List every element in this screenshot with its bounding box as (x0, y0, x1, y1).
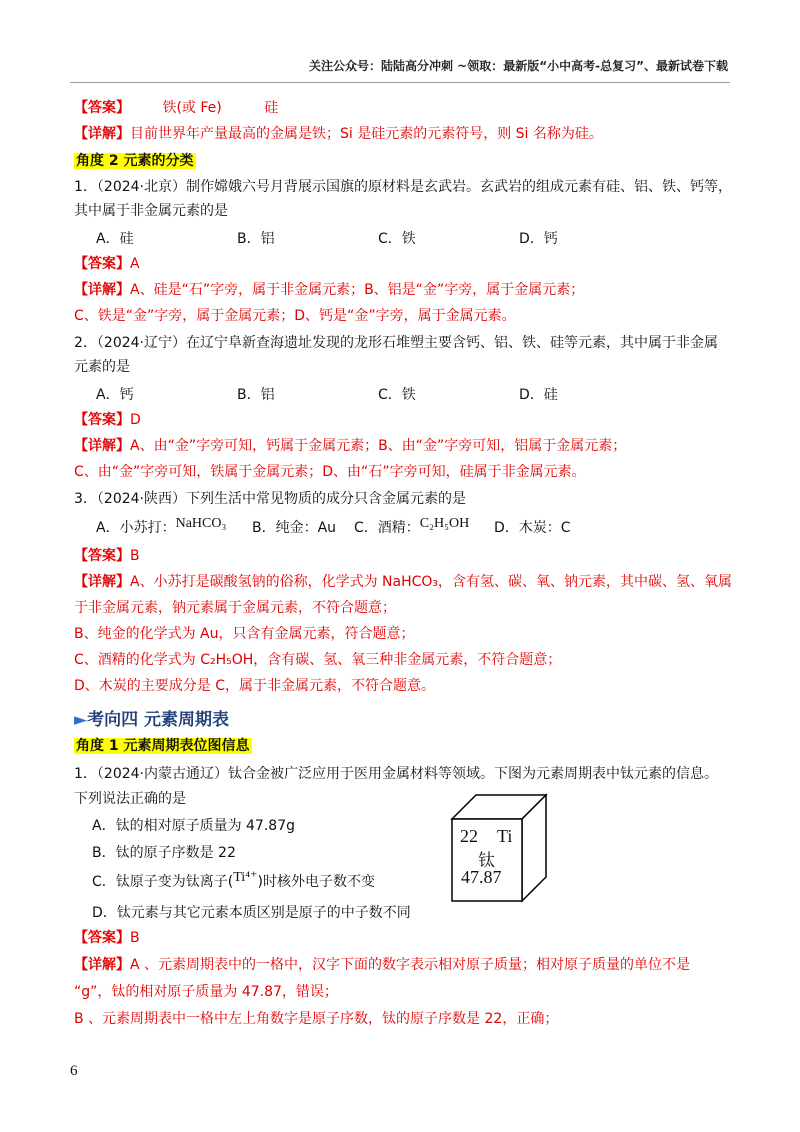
detail-text: 目前世界年产量最高的金属是铁；Si 是硅元素的元素符号，则 Si 名称为硅。 (130, 126, 603, 142)
q2-detail-text-1: A、由“金”字旁可知，钙属于金属元素；B、由“金”字旁可知，铝属于金属元素； (130, 438, 627, 454)
q3-detail-text-1: A、小苏打是碳酸氢钠的俗称，化学式为 NaHCO₃，含有氢、碳、氧、钠元素，其中碳、氢、氧属 (130, 574, 733, 590)
q4-option-c-pre: C．钛原子变为钛离子( (92, 874, 234, 890)
q2-option-b: B．铝 (237, 387, 275, 403)
page-header: 关注公众号：陆陆高分冲刺 ~领取：最新版“小中高考-总复习”、最新试卷下载 (309, 59, 728, 73)
answer-text: 铁(或 Fe) (162, 100, 222, 116)
q3-answer: B (130, 548, 140, 564)
q1-detail-2: C、铁是“金”字旁，属于金属元素；D、钙是“金”字旁，属于金属元素。 (74, 308, 516, 324)
answer-line-a (74, 98, 278, 118)
q2-stem-1: 2．（2024·辽宁）在辽宁阜新查海遗址发现的龙形石堆塑主要含钙、铝、铁、硅等元素，其中属于非金属 (74, 335, 718, 351)
q1-option-b: B．铝 (237, 231, 275, 247)
q3-formula-nahco3: NaHCO₃ (175, 516, 227, 531)
q1-stem-2: 其中属于非金属元素的是 (74, 203, 228, 219)
q4-option-d: D．钛元素与其它元素本质区别是原子的中子数不同 (92, 905, 411, 921)
triangle-icon: ► (74, 710, 88, 730)
element-card-frame (445, 788, 555, 913)
section-heading-1 (74, 736, 252, 756)
q4-detail-1 (74, 955, 690, 975)
header-rule (70, 82, 730, 83)
detail-tag: 【详解】 (74, 282, 130, 298)
q3-option-c-label: C．酒精： (354, 520, 420, 536)
element-number: 22 (460, 826, 478, 846)
q4-stem-2: 下列说法正确的是 (74, 791, 186, 807)
q3-option-a (96, 517, 226, 537)
detail-tag: 【详解】 (74, 438, 130, 454)
answer-tag: 【答案】 (74, 412, 130, 428)
answer-tag: 【答案】 (74, 256, 130, 272)
q1-detail-text-1: A、硅是“石”字旁，属于非金属元素；B、铝是“金”字旁，属于金属元素； (130, 282, 585, 298)
detail-line-a (74, 124, 603, 144)
detail-tag: 【详解】 (74, 574, 130, 590)
q4-answer: B (130, 930, 140, 946)
q4-ion-formula: Ti⁴⁺ (233, 870, 258, 885)
page-number: 6 (70, 1063, 78, 1079)
q1-option-d: D．钙 (519, 231, 558, 247)
q3-detail-5: D、木炭的主要成分是 C，属于非金属元素，不符合题意。 (74, 678, 436, 694)
q4-option-c-post: )时核外电子数不变 (257, 874, 375, 890)
q4-answer-line (74, 928, 140, 948)
q1-option-c: C．铁 (378, 231, 416, 247)
q4-stem-1: 1．（2024·内蒙古通辽）钛合金被广泛应用于医用金属材料等领域。下图为元素周期表中钛元素的信息。 (74, 766, 718, 782)
detail-tag: 【详解】 (74, 126, 130, 142)
topic-heading (74, 705, 229, 730)
answer-tag: 【答案】 (74, 930, 130, 946)
q1-stem-1: 1．（2024·北京）制作嫦娥六号月背展示国旗的原材料是玄武岩。玄武岩的组成元素有硅、铝、铁、钙等， (74, 179, 732, 195)
q3-option-a-label: A．小苏打： (96, 520, 176, 536)
q2-option-d: D．硅 (519, 387, 558, 403)
q3-detail-4: C、酒精的化学式为 C₂H₅OH，含有碳、氢、氧三种非金属元素，不符合题意； (74, 652, 562, 668)
section-label: 角度 1 元素周期表位图信息 (76, 738, 250, 754)
q2-stem-2: 元素的是 (74, 359, 130, 375)
q3-detail-3: B、纯金的化学式为 Au，只含有金属元素，符合题意； (74, 626, 415, 642)
q1-answer-line (74, 254, 140, 274)
answer-text-2: 硅 (264, 100, 279, 116)
q4-detail-text-1: A 、元素周期表中的一格中，汉字下面的数字表示相对原子质量；相对原子质量的单位不是 (130, 957, 691, 973)
q2-answer-line (74, 410, 141, 430)
q1-option-a: A．硅 (96, 231, 134, 247)
q2-answer: D (130, 412, 141, 428)
topic-label: 考向四 元素周期表 (87, 710, 229, 730)
q4-option-c (92, 871, 375, 891)
q4-detail-3: B 、元素周期表中一格中左上角数字是原子序数，钛的原子序数是 22，正确； (74, 1011, 559, 1027)
q4-option-a: A．钛的相对原子质量为 47.87g (92, 818, 295, 834)
section-heading-2 (74, 151, 196, 171)
q1-answer: A (130, 256, 140, 272)
detail-tag: 【详解】 (74, 957, 130, 973)
q3-formula-c2h5oh: C₂H₅OH (419, 516, 470, 531)
element-symbol: Ti (497, 826, 513, 846)
q4-detail-2: “g”，钛的相对原子质量为 47.87，错误； (74, 984, 338, 1000)
section-label: 角度 2 元素的分类 (76, 153, 194, 169)
element-name: 钛 (478, 851, 495, 871)
q3-option-b: B．纯金：Au (252, 520, 337, 536)
q4-option-b: B．钛的原子序数是 22 (92, 845, 236, 861)
q2-option-c: C．铁 (378, 387, 416, 403)
q2-detail-2: C、由“金”字旁可知，铁属于金属元素；D、由“石”字旁可知，硅属于非金属元素。 (74, 464, 586, 480)
answer-tag: 【答案】 (74, 548, 130, 564)
q3-option-c (354, 517, 469, 537)
q3-detail-1 (74, 572, 732, 592)
q3-option-d: D．木炭：C (494, 520, 571, 536)
q3-detail-2: 于非金属元素，钠元素属于金属元素，不符合题意； (74, 600, 396, 616)
q2-option-a: A．钙 (96, 387, 134, 403)
q3-stem: 3．（2024·陕西）下列生活中常见物质的成分只含金属元素的是 (74, 491, 466, 507)
q2-detail-1 (74, 436, 626, 456)
q3-answer-line (74, 546, 140, 566)
answer-tag: 【答案】 (74, 100, 130, 116)
q1-detail-1 (74, 280, 584, 300)
element-mass: 47.87 (461, 867, 502, 887)
